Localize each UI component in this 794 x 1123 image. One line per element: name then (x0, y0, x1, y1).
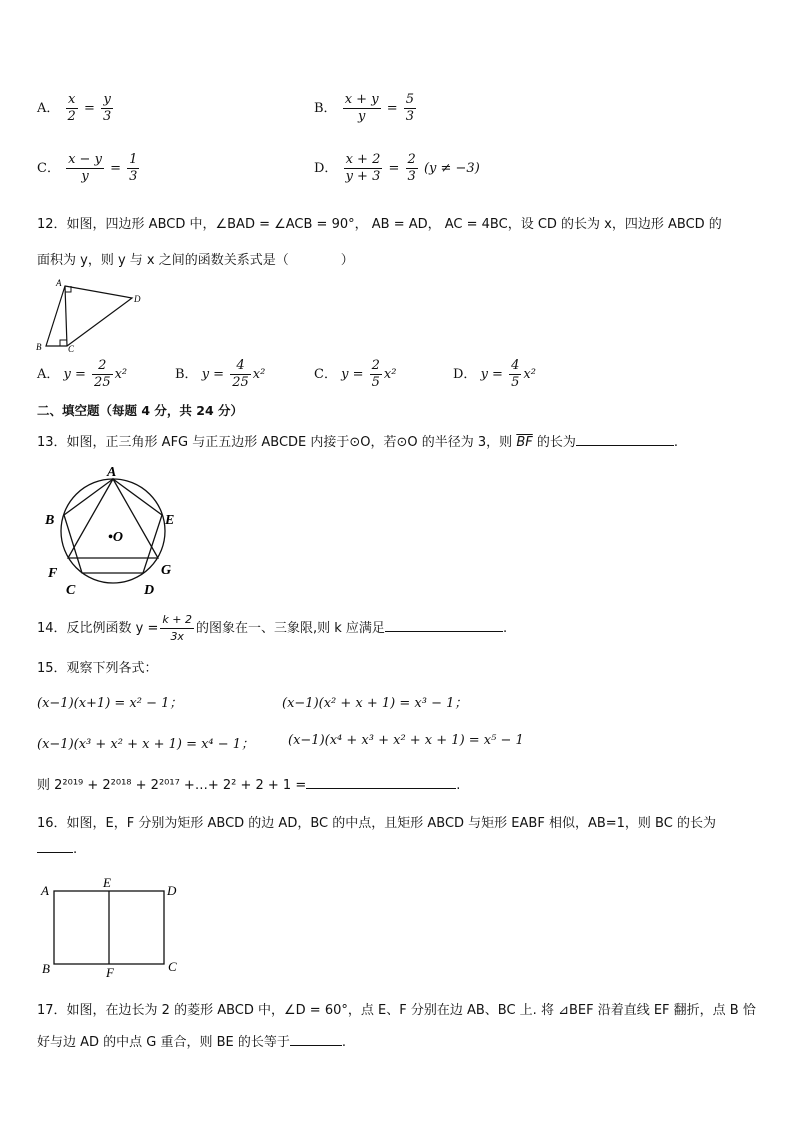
q17-stem-line2: 好与边 AD 的中点 G 重合，则 BE 的长等于 . (37, 1035, 347, 1050)
q12-figure (30, 278, 145, 353)
fraction: $\frac{x - y}{y}$ (68, 152, 102, 184)
q12-option-a: A． y = $\frac{2}{25}$ x² (37, 358, 128, 390)
q12-stem-line2: 面积为 y，则 y 与 x 之间的函数关系式是（ ） (37, 253, 354, 268)
fraction: $\frac{k + 2}{3x}$ (162, 613, 192, 643)
label-e: E (165, 513, 175, 528)
label-f: F (48, 566, 58, 581)
section-title: 二、填空题（每题 4 分，共 24 分） (37, 403, 244, 418)
answer-blank (290, 1045, 342, 1046)
q17-stem-line1: 17．如图，在边长为 2 的菱形 ABCD 中，∠D = 60°，点 E、F 分别在边 AB、BC 上. 将 ⊿BEF 沿着直线 EF 翻折，点 B 恰 (37, 1003, 756, 1018)
q16-stem-line2: . (37, 842, 77, 857)
label-b: B (45, 513, 55, 528)
label-e: E (103, 875, 111, 890)
label-d: D (144, 583, 155, 598)
label-d: D (134, 294, 141, 304)
fraction: $\frac{x}{2}$ (67, 92, 76, 124)
fraction: $\frac{4}{5}$ (511, 358, 520, 390)
arc-bf: $\overline{BF}$ (516, 435, 533, 450)
q12-option-b: B． y = $\frac{4}{25}$ x² (175, 358, 266, 390)
q15-eq4: (x−1)(x⁴ + x³ + x² + x + 1) = x⁵ − 1 (288, 733, 524, 748)
label-g: G (161, 563, 172, 578)
answer-blank (576, 445, 674, 446)
answer-blank (306, 788, 456, 789)
q16-stem-line1: 16．如图，E，F 分别为矩形 ABCD 的边 AD，BC 的中点，且矩形 ABCD 与矩形 EABF 相似，AB=1，则 BC 的长为 (37, 816, 716, 831)
label-o: •O (108, 530, 124, 545)
q16-figure (36, 874, 186, 982)
fraction: $\frac{y}{3}$ (103, 92, 112, 124)
q12-option-d: D． y = $\frac{4}{5}$ x² (453, 358, 536, 390)
answer-blank (385, 631, 503, 632)
label-c: C (68, 344, 75, 353)
fraction: $\frac{1}{3}$ (129, 152, 138, 184)
fraction: $\frac{5}{3}$ (405, 92, 415, 124)
q15-title: 15．观察下列各式： (37, 661, 158, 676)
q15-question: 则 2²⁰¹⁹ + 2²⁰¹⁸ + 2²⁰¹⁷ +…+ 2² + 2 + 1 = . (37, 778, 461, 793)
fraction: $\frac{2}{25}$ (94, 358, 111, 390)
fraction: $\frac{x + 2}{y + 3}$ (345, 152, 381, 184)
q13-figure (40, 462, 190, 600)
label-a: A (41, 883, 49, 898)
label-d: D (167, 883, 177, 898)
q15-eq3: (x−1)(x³ + x² + x + 1) = x⁴ − 1； (37, 737, 255, 752)
q15-eq1: (x−1)(x+1) = x² − 1； (37, 696, 183, 711)
answer-blank (37, 852, 73, 853)
label-a: A (56, 278, 62, 288)
fraction: $\frac{2}{5}$ (371, 358, 380, 390)
q14-stem: 14．反比例函数 y = $\frac{k + 2}{3x}$ 的图象在一、三象限,则 k 应满足 . (37, 613, 508, 643)
fraction: $\frac{2}{3}$ (407, 152, 416, 184)
q11-option-d: D． $\frac{x + 2}{y + 3}$ = $\frac{2}{3}$ (y ≠ −3) (314, 152, 480, 184)
label-c: C (66, 583, 76, 598)
label-b: B (42, 961, 50, 976)
q13-stem: 13．如图，正三角形 AFG 与正五边形 ABCDE 内接于⊙O，若⊙O 的半径为 3，则 $\overline{BF}$ 的长为 . (37, 435, 679, 450)
label-c: C (168, 959, 177, 974)
q12-stem-line1: 12．如图，四边形 ABCD 中，∠BAD = ∠ACB = 90°， AB = AD， AC = 4BC，设 CD 的长为 x，四边形 ABCD 的 (37, 217, 722, 232)
q12-option-c: C． y = $\frac{2}{5}$ x² (314, 358, 397, 390)
label-a: A (107, 465, 117, 480)
q15-eq2: (x−1)(x² + x + 1) = x³ − 1； (282, 696, 468, 711)
q11-option-b: B． $\frac{x + y}{y}$ = $\frac{5}{3}$ (314, 92, 415, 124)
label-b: B (36, 342, 42, 352)
q11-option-a: A． $\frac{x}{2}$ = $\frac{y}{3}$ (37, 92, 112, 124)
fraction: $\frac{4}{25}$ (232, 358, 249, 390)
q11-option-c: C． $\frac{x - y}{y}$ = $\frac{1}{3}$ (37, 152, 138, 184)
fraction: $\frac{x + y}{y}$ (344, 92, 379, 124)
label-f: F (106, 965, 114, 980)
